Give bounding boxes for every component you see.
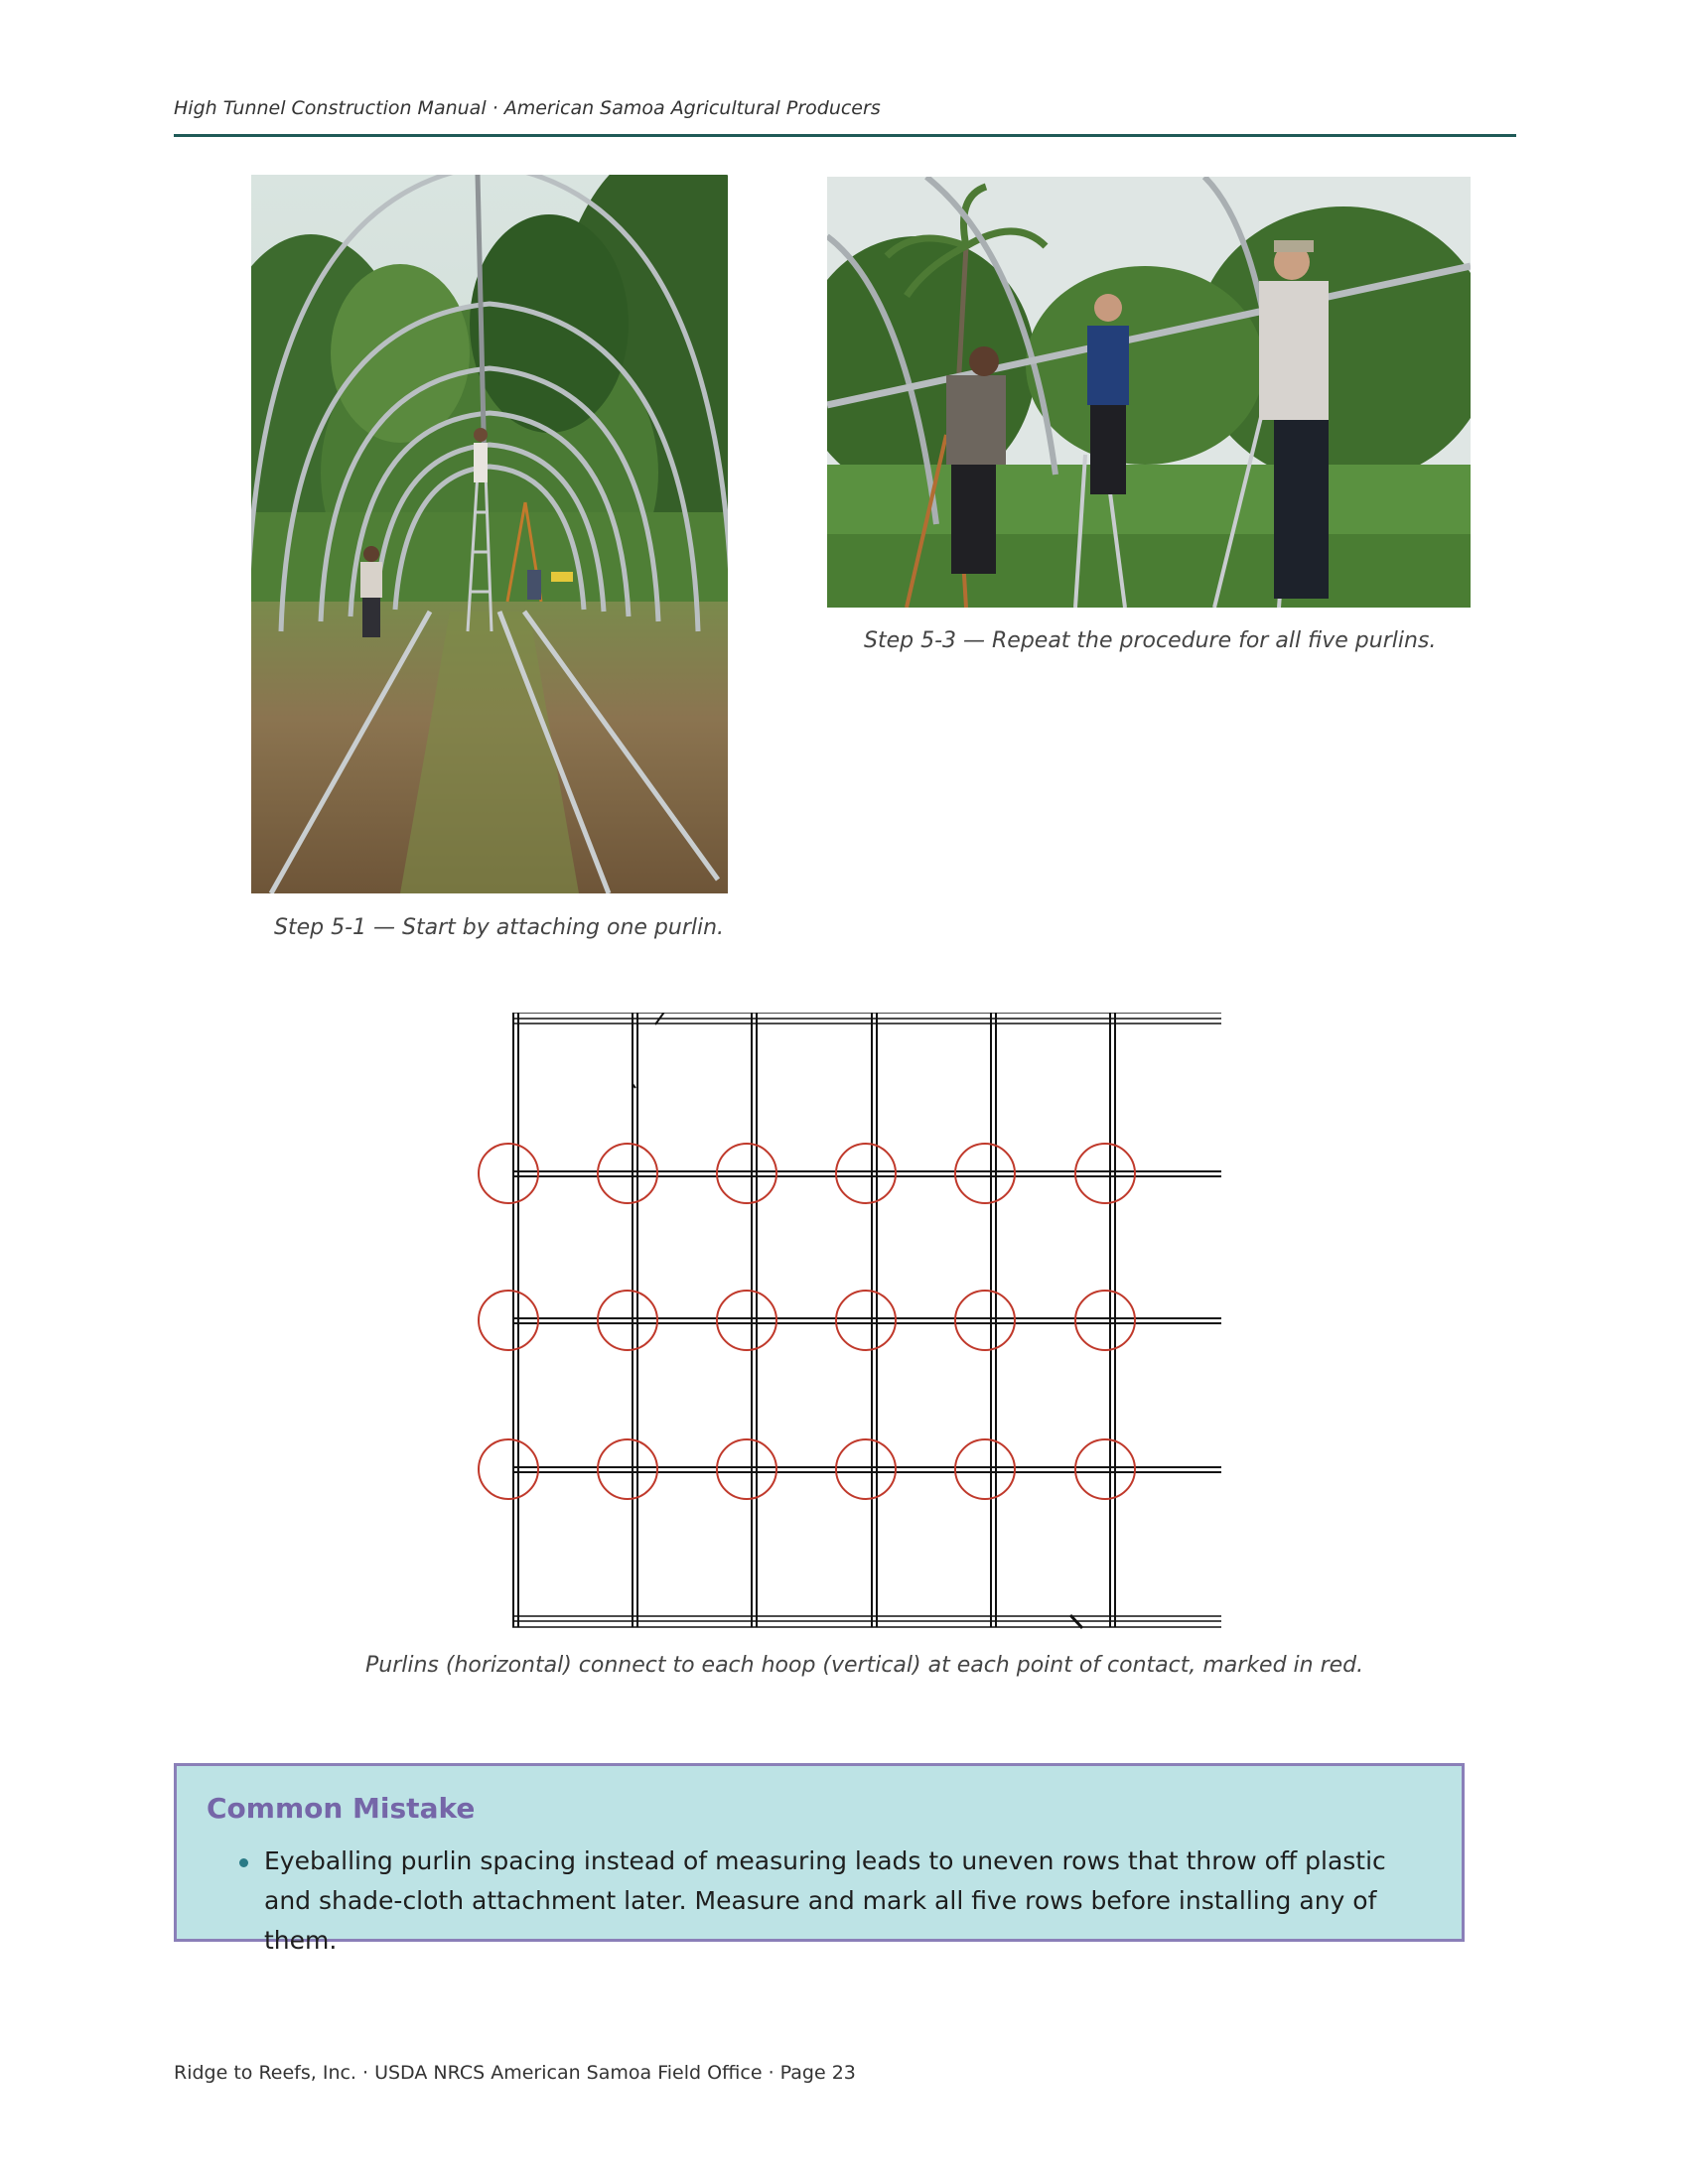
caption-step-5-3: Step 5-3 — Repeat the procedure for all five purlins.: [864, 628, 1437, 653]
callout-body: Eyeballing purlin spacing instead of measuring leads to uneven rows that throw off plastic and shade-cloth attachment later. Measure and mark all five rows before installing any of them.: [264, 1846, 1386, 1955]
common-mistake-callout: [174, 1763, 1465, 1955]
callout-title: Common Mistake: [207, 1792, 476, 1825]
purlin-hoop-diagram: [477, 1013, 1231, 1633]
caption-step-5-1: Step 5-1 — Start by attaching one purlin.: [274, 915, 725, 940]
photo-step-5-3: [827, 177, 1471, 608]
bullet-icon: [239, 1858, 248, 1867]
caption-diagram: Purlins (horizontal) connect to each hoop (vertical) at each point of contact, marked in red.: [365, 1653, 1364, 1678]
page-footer: Ridge to Reefs, Inc. · USDA NRCS American Samoa Field Office · Page 23: [174, 2062, 856, 2084]
running-header: High Tunnel Construction Manual · American Samoa Agricultural Producers: [174, 97, 881, 119]
photo-step-5-1: [251, 175, 728, 893]
header-rule: [174, 134, 1516, 137]
